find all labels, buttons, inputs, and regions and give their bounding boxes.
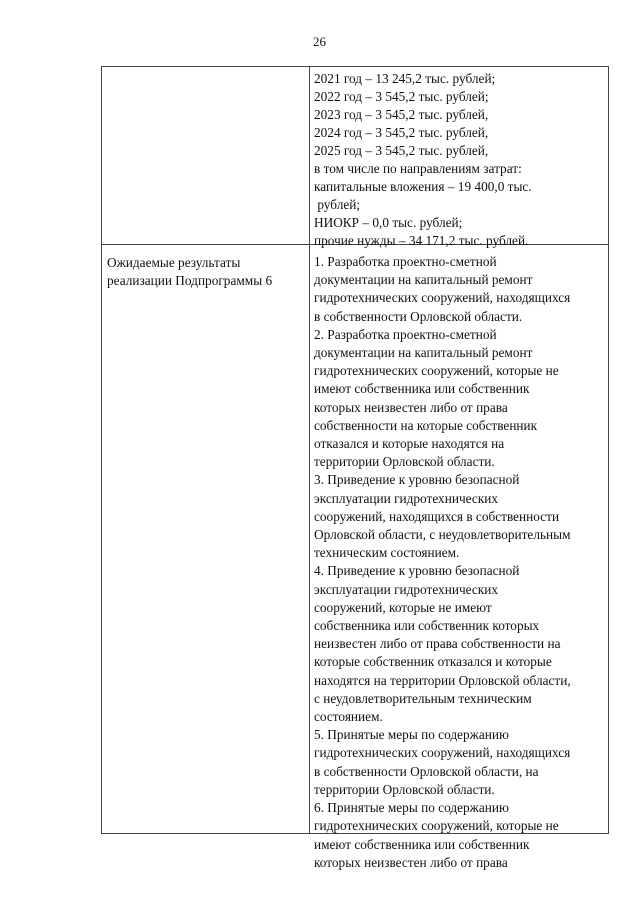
funding-line: прочие нужды – 34 171,2 тыс. рублей. [314, 233, 529, 248]
results-line: 5. Принятые меры по содержанию [314, 727, 509, 743]
results-line: 6. Принятые меры по содержанию [314, 800, 509, 816]
results-line: гидротехнических сооружений, находящихся [314, 745, 571, 761]
results-line: с неудовлетворительным техническим [314, 690, 532, 706]
results-line: сооружений, находящихся в собственности [314, 508, 560, 524]
funding-line: в том числе по направлениям затрат: [314, 161, 522, 176]
results-line: территории Орловской области. [314, 454, 495, 470]
results-line: документации на капитальный ремонт [314, 345, 533, 361]
results-line: находятся на территории Орловской области, [314, 672, 571, 688]
results-line: эксплуатации гидротехнических [314, 490, 498, 506]
results-line: которые собственник отказался и которые [314, 654, 552, 670]
funding-line: 2024 год – 3 545,2 тыс. рублей, [314, 125, 489, 140]
results-line: состоянием. [314, 709, 383, 725]
results-line: 1. Разработка проектно-сметной [314, 254, 497, 269]
results-label-cell [107, 254, 272, 291]
results-line: в собственности Орловской области. [314, 308, 523, 324]
results-line: отказался и которые находятся на [314, 436, 505, 452]
results-line: гидротехнических сооружений, которые не [314, 363, 559, 379]
funding-line: 2023 год – 3 545,2 тыс. рублей, [314, 107, 489, 122]
results-line: сооружений, которые не имеют [314, 599, 492, 615]
funding-line: 2022 год – 3 545,2 тыс. рублей; [314, 89, 489, 104]
funding-line: 2025 год – 3 545,2 тыс. рублей, [314, 143, 489, 158]
results-line: гидротехнических сооружений, которые не [314, 818, 559, 834]
results-line: эксплуатации гидротехнических [314, 581, 498, 597]
results-line: собственника или собственник которых [314, 618, 540, 634]
funding-line: 2021 год – 13 245,2 тыс. рублей; [314, 71, 496, 86]
column-divider [309, 67, 310, 833]
results-line: собственности на которые собственник [314, 417, 538, 433]
page-number: 26 [313, 34, 326, 49]
funding-line: капитальные вложения – 19 400,0 тыс. [314, 179, 532, 194]
results-line: которых неизвестен либо от права [314, 399, 508, 415]
results-line: 4. Приведение к уровню безопасной [314, 563, 520, 579]
results-line: 2. Разработка проектно-сметной [314, 326, 497, 342]
results-label-line: Ожидаемые результаты [107, 255, 241, 270]
funding-line: рублей; [314, 197, 361, 212]
results-line: которых неизвестен либо от права [314, 854, 508, 870]
passport-table [101, 66, 609, 870]
results-line: документации на капитальный ремонт [314, 272, 533, 288]
results-line: территории Орловской области. [314, 781, 495, 797]
results-line: 3. Приведение к уровню безопасной [314, 472, 520, 488]
funding-cell [314, 70, 532, 250]
results-line: неизвестен либо от права собственности на [314, 636, 561, 652]
funding-line: НИОКР – 0,0 тыс. рублей; [314, 215, 463, 230]
results-label-line: реализации Подпрограммы 6 [107, 273, 273, 289]
results-line: гидротехнических сооружений, находящихся [314, 290, 571, 306]
results-cell [314, 253, 571, 872]
results-line: имеют собственника или собственник [314, 836, 530, 852]
results-line: техническим состоянием. [314, 545, 460, 561]
results-line: Орловской области, с неудовлетворительным [314, 527, 571, 543]
results-line: имеют собственника или собственник [314, 381, 530, 397]
results-line: в собственности Орловской области, на [314, 763, 539, 779]
